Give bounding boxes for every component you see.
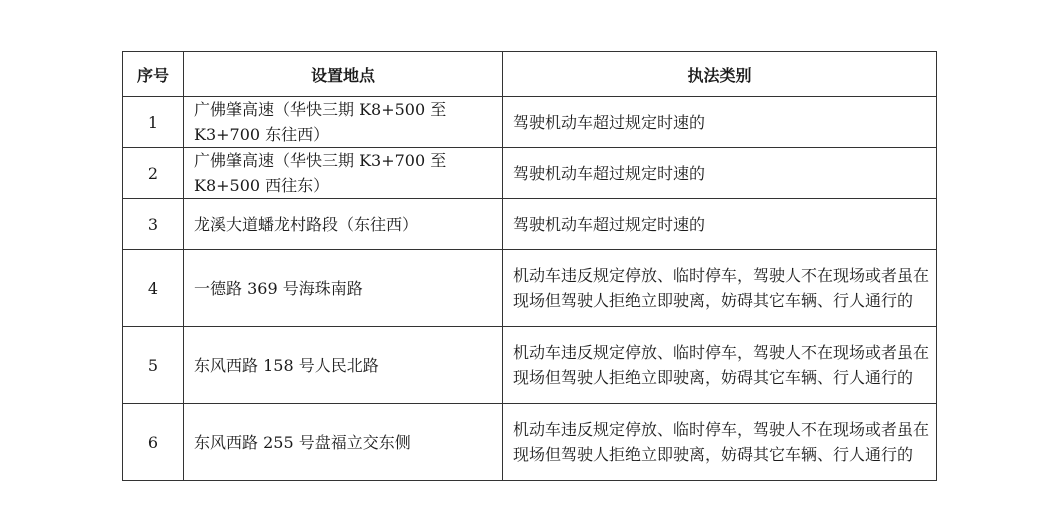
table-header-row [123, 52, 937, 97]
row-enforcement-type-text: 驾驶机动车超过规定时速的 [513, 163, 706, 183]
table-row [123, 404, 937, 481]
row-enforcement-type-text: 驾驶机动车超过规定时速的 [513, 214, 706, 234]
table-row [123, 250, 937, 327]
row-location-text: 东风西路 158 号人民北路 [194, 355, 379, 375]
row-location-text: 广佛肇高速（华快三期 K3+700 至 K8+500 西往东） [194, 151, 447, 195]
row-enforcement-type-text: 机动车违反规定停放、临时停车，驾驶人不在现场或者虽在现场但驾驶人拒绝立即驶离，妨碍其它车辆、行人通行的 [513, 420, 930, 464]
header-serial-number: 序号 [123, 52, 184, 97]
row-location [184, 250, 503, 327]
row-number: 1 [123, 97, 184, 148]
row-location [184, 199, 503, 250]
table-row [123, 148, 937, 199]
header-enforcement-type: 执法类别 [503, 52, 937, 97]
row-location [184, 97, 503, 148]
row-enforcement-type [503, 97, 937, 148]
row-location [184, 327, 503, 404]
table-row [123, 327, 937, 404]
row-location-text: 东风西路 255 号盘福立交东侧 [194, 432, 411, 452]
row-number: 6 [123, 404, 184, 481]
row-enforcement-type [503, 327, 937, 404]
row-location [184, 148, 503, 199]
row-enforcement-type-text: 驾驶机动车超过规定时速的 [513, 112, 706, 132]
row-number: 4 [123, 250, 184, 327]
row-location-text: 一德路 369 号海珠南路 [194, 278, 363, 298]
row-location-text: 广佛肇高速（华快三期 K8+500 至 K3+700 东往西） [194, 100, 447, 144]
row-location [184, 404, 503, 481]
row-enforcement-type [503, 250, 937, 327]
enforcement-location-table [122, 51, 937, 481]
table-row [123, 199, 937, 250]
row-enforcement-type [503, 404, 937, 481]
row-enforcement-type [503, 199, 937, 250]
row-enforcement-type-text: 机动车违反规定停放、临时停车，驾驶人不在现场或者虽在现场但驾驶人拒绝立即驶离，妨碍其它车辆、行人通行的 [513, 343, 930, 387]
row-enforcement-type [503, 148, 937, 199]
row-number: 5 [123, 327, 184, 404]
header-location: 设置地点 [184, 52, 503, 97]
row-number: 2 [123, 148, 184, 199]
row-number: 3 [123, 199, 184, 250]
table-row [123, 97, 937, 148]
row-enforcement-type-text: 机动车违反规定停放、临时停车，驾驶人不在现场或者虽在现场但驾驶人拒绝立即驶离，妨碍其它车辆、行人通行的 [513, 266, 930, 310]
row-location-text: 龙溪大道蟠龙村路段（东往西） [194, 214, 419, 234]
